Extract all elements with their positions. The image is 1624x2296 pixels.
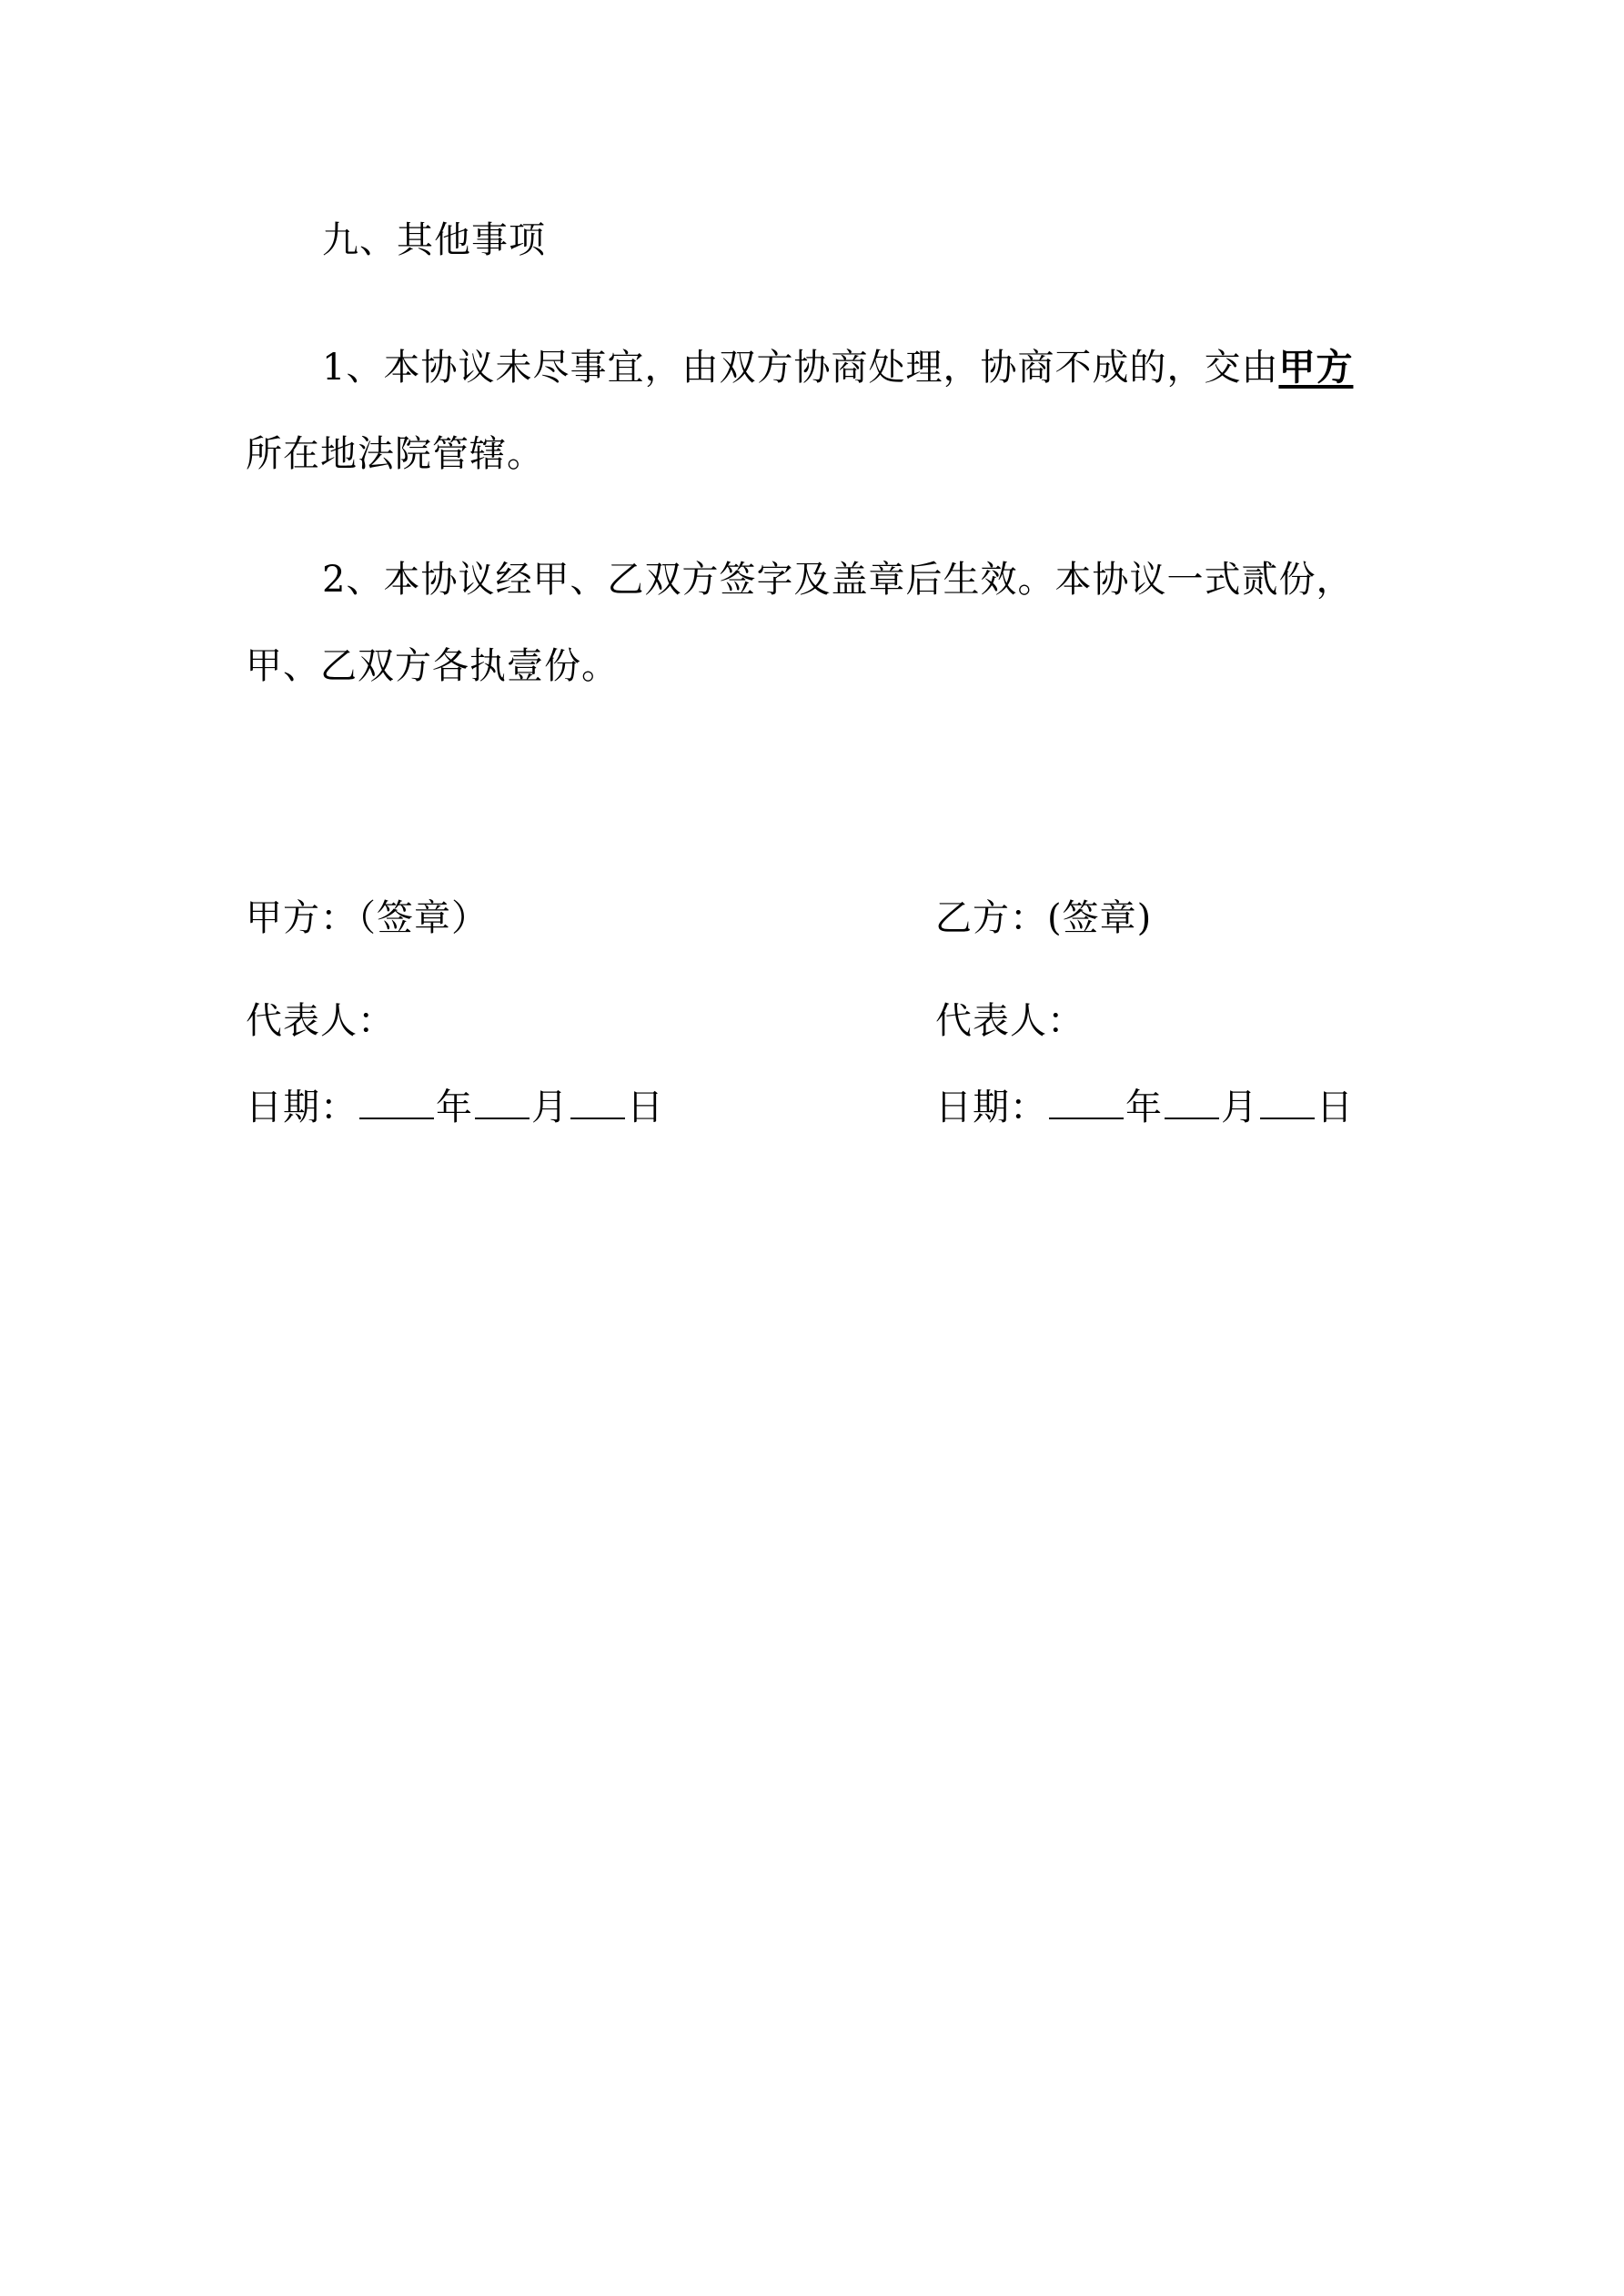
party-a-day-label: 日 xyxy=(627,1087,664,1128)
party-a-month-blank xyxy=(475,1085,530,1119)
party-a-label: 甲方：（签章） xyxy=(246,897,489,939)
party-b-day-label: 日 xyxy=(1316,1087,1354,1128)
section-heading: 九、其他事项 xyxy=(322,219,546,261)
party-b-label: 乙方：(签章) xyxy=(935,897,1153,939)
clause-1-emphasis: 甲方 xyxy=(1278,346,1354,389)
party-b-date xyxy=(935,1085,1354,1129)
party-a-year-label: 年 xyxy=(436,1087,473,1128)
clause-2-line-2: 甲、乙双方各执壹份。 xyxy=(246,645,619,687)
party-b-year-label: 年 xyxy=(1125,1087,1163,1128)
party-a-month-label: 月 xyxy=(531,1087,569,1128)
party-b-year-blank xyxy=(1049,1085,1124,1119)
party-a-date xyxy=(246,1085,664,1129)
clause-1-line-2: 所在地法院管辖。 xyxy=(246,433,544,475)
party-a-representative: 代表人： xyxy=(246,1000,395,1042)
party-b-month-blank xyxy=(1165,1085,1219,1119)
party-a-day-blank xyxy=(570,1085,625,1119)
party-b-date-label: 日期： xyxy=(935,1087,1047,1128)
party-a-date-label: 日期： xyxy=(246,1087,358,1128)
party-b-month-label: 月 xyxy=(1221,1087,1258,1128)
clause-1-text: 1、本协议未尽事宜，由双方协商处理，协商不成的，交由 xyxy=(322,347,1279,389)
party-b-representative: 代表人： xyxy=(935,1000,1084,1042)
party-a-year-blank xyxy=(359,1085,434,1119)
clause-2-line-1: 2、本协议经甲、乙双方签字及盖章后生效。本协议一式贰份， xyxy=(322,559,1354,601)
party-b-day-blank xyxy=(1260,1085,1315,1119)
clause-1-line-1 xyxy=(322,346,1353,389)
